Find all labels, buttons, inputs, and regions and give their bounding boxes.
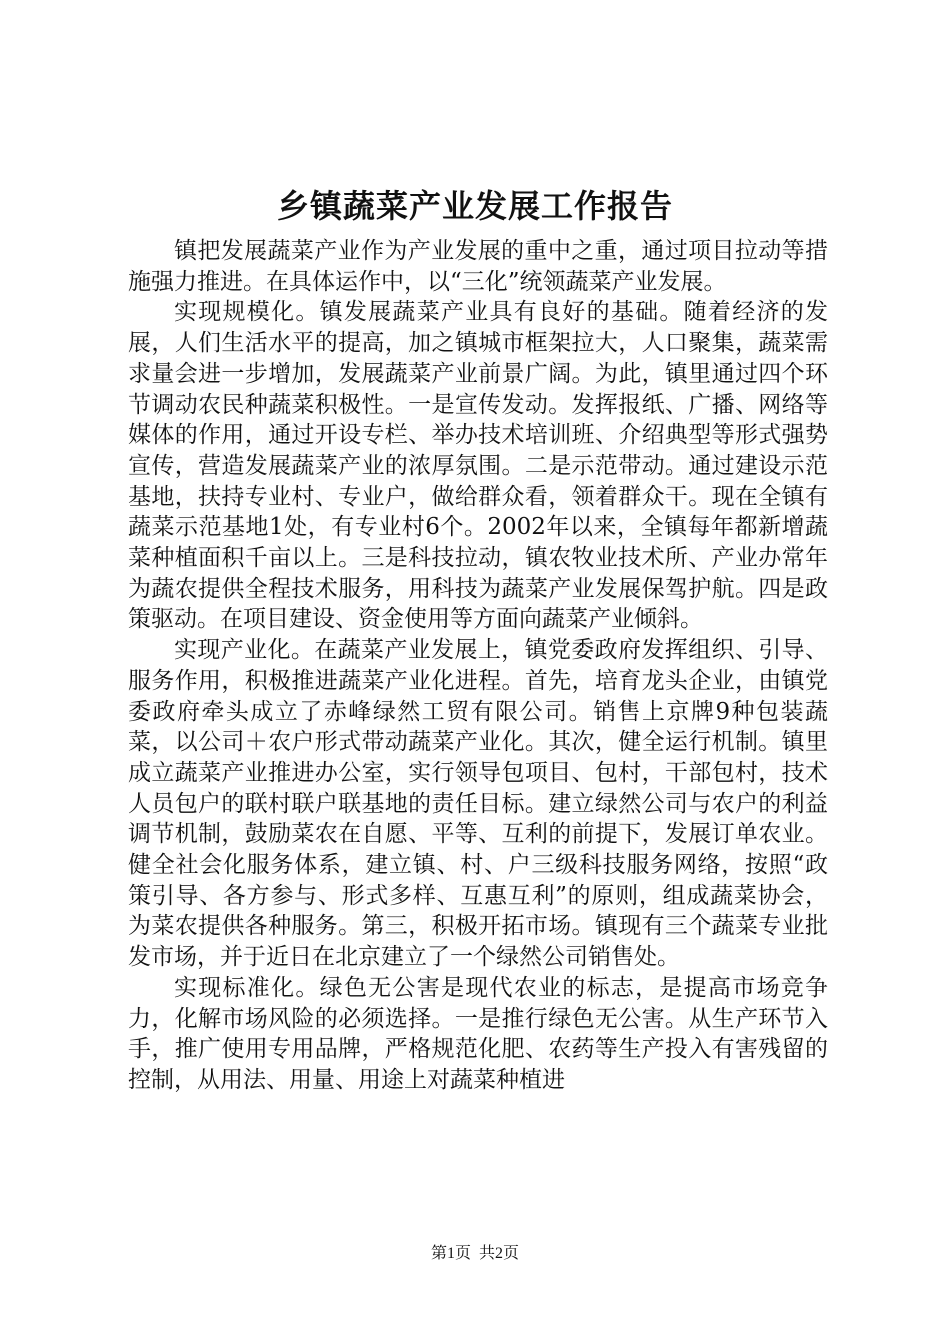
- page-footer: [0, 1243, 950, 1265]
- page-number: 第1页: [430, 1245, 471, 1262]
- document-body: [128, 236, 828, 1096]
- page-total: 共2页: [479, 1245, 520, 1262]
- document-title: 乡镇蔬菜产业发展工作报告: [276, 187, 673, 225]
- paragraph-scale: 实现规模化。镇发展蔬菜产业具有良好的基础。随着经济的发展，人们生活水平的提高，加之镇城市框架拉大，人口聚集，蔬菜需求量会进一步增加，发展蔬菜产业前景广阔。为此，镇里通过四个环节调动农民种蔬菜积极性。一是宣传发动。发挥报纸、广播、网络等媒体的作用，通过开设专栏、举办技术培训班、介绍典型等形式强势宣传，营造发展蔬菜产业的浓厚氛围。二是示范带动。通过建设示范基地，扶持专业村、专业户，做给群众看，领着群众干。现在全镇有蔬菜示范基地1处，有专业村6个。2002年以来，全镇每年都新增蔬菜种植面积千亩以上。三是科技拉动，镇农牧业技术所、产业办常年为蔬农提供全程技术服务，用科技为蔬菜产业发展保驾护航。四是政策驱动。在项目建设、资金使用等方面向蔬菜产业倾斜。: [128, 299, 828, 633]
- paragraph-intro: 镇把发展蔬菜产业作为产业发展的重中之重，通过项目拉动等措施强力推进。在具体运作中，以“三化”统领蔬菜产业发展。: [128, 238, 828, 295]
- paragraph-industrialization: 实现产业化。在蔬菜产业发展上，镇党委政府发挥组织、引导、服务作用，积极推进蔬菜产业化进程。首先，培育龙头企业，由镇党委政府牵头成立了赤峰绿然工贸有限公司。销售上京牌9种包装蔬菜，以公司＋农户形式带动蔬菜产业化。其次，健全运行机制。镇里成立蔬菜产业推进办公室，实行领导包项目、包村，干部包村，技术人员包户的联村联户联基地的责任目标。建立绿然公司与农户的利益调节机制，鼓励菜农在自愿、平等、互利的前提下，发展订单农业。健全社会化服务体系，建立镇、村、户三级科技服务网络，按照“政策引导、各方参与、形式多样、互惠互利”的原则，组成蔬菜协会，为菜农提供各种服务。第三，积极开拓市场。镇现有三个蔬菜专业批发市场，并于近日在北京建立了一个绿然公司销售处。: [128, 637, 828, 971]
- paragraph-standardization: 实现标准化。绿色无公害是现代农业的标志，是提高市场竞争力，化解市场风险的必须选择。一是推行绿色无公害。从生产环节入手，推广使用专用品牌，严格规范化肥、农药等生产投入有害残留的控制，从用法、用量、用途上对蔬菜种植进: [128, 974, 828, 1093]
